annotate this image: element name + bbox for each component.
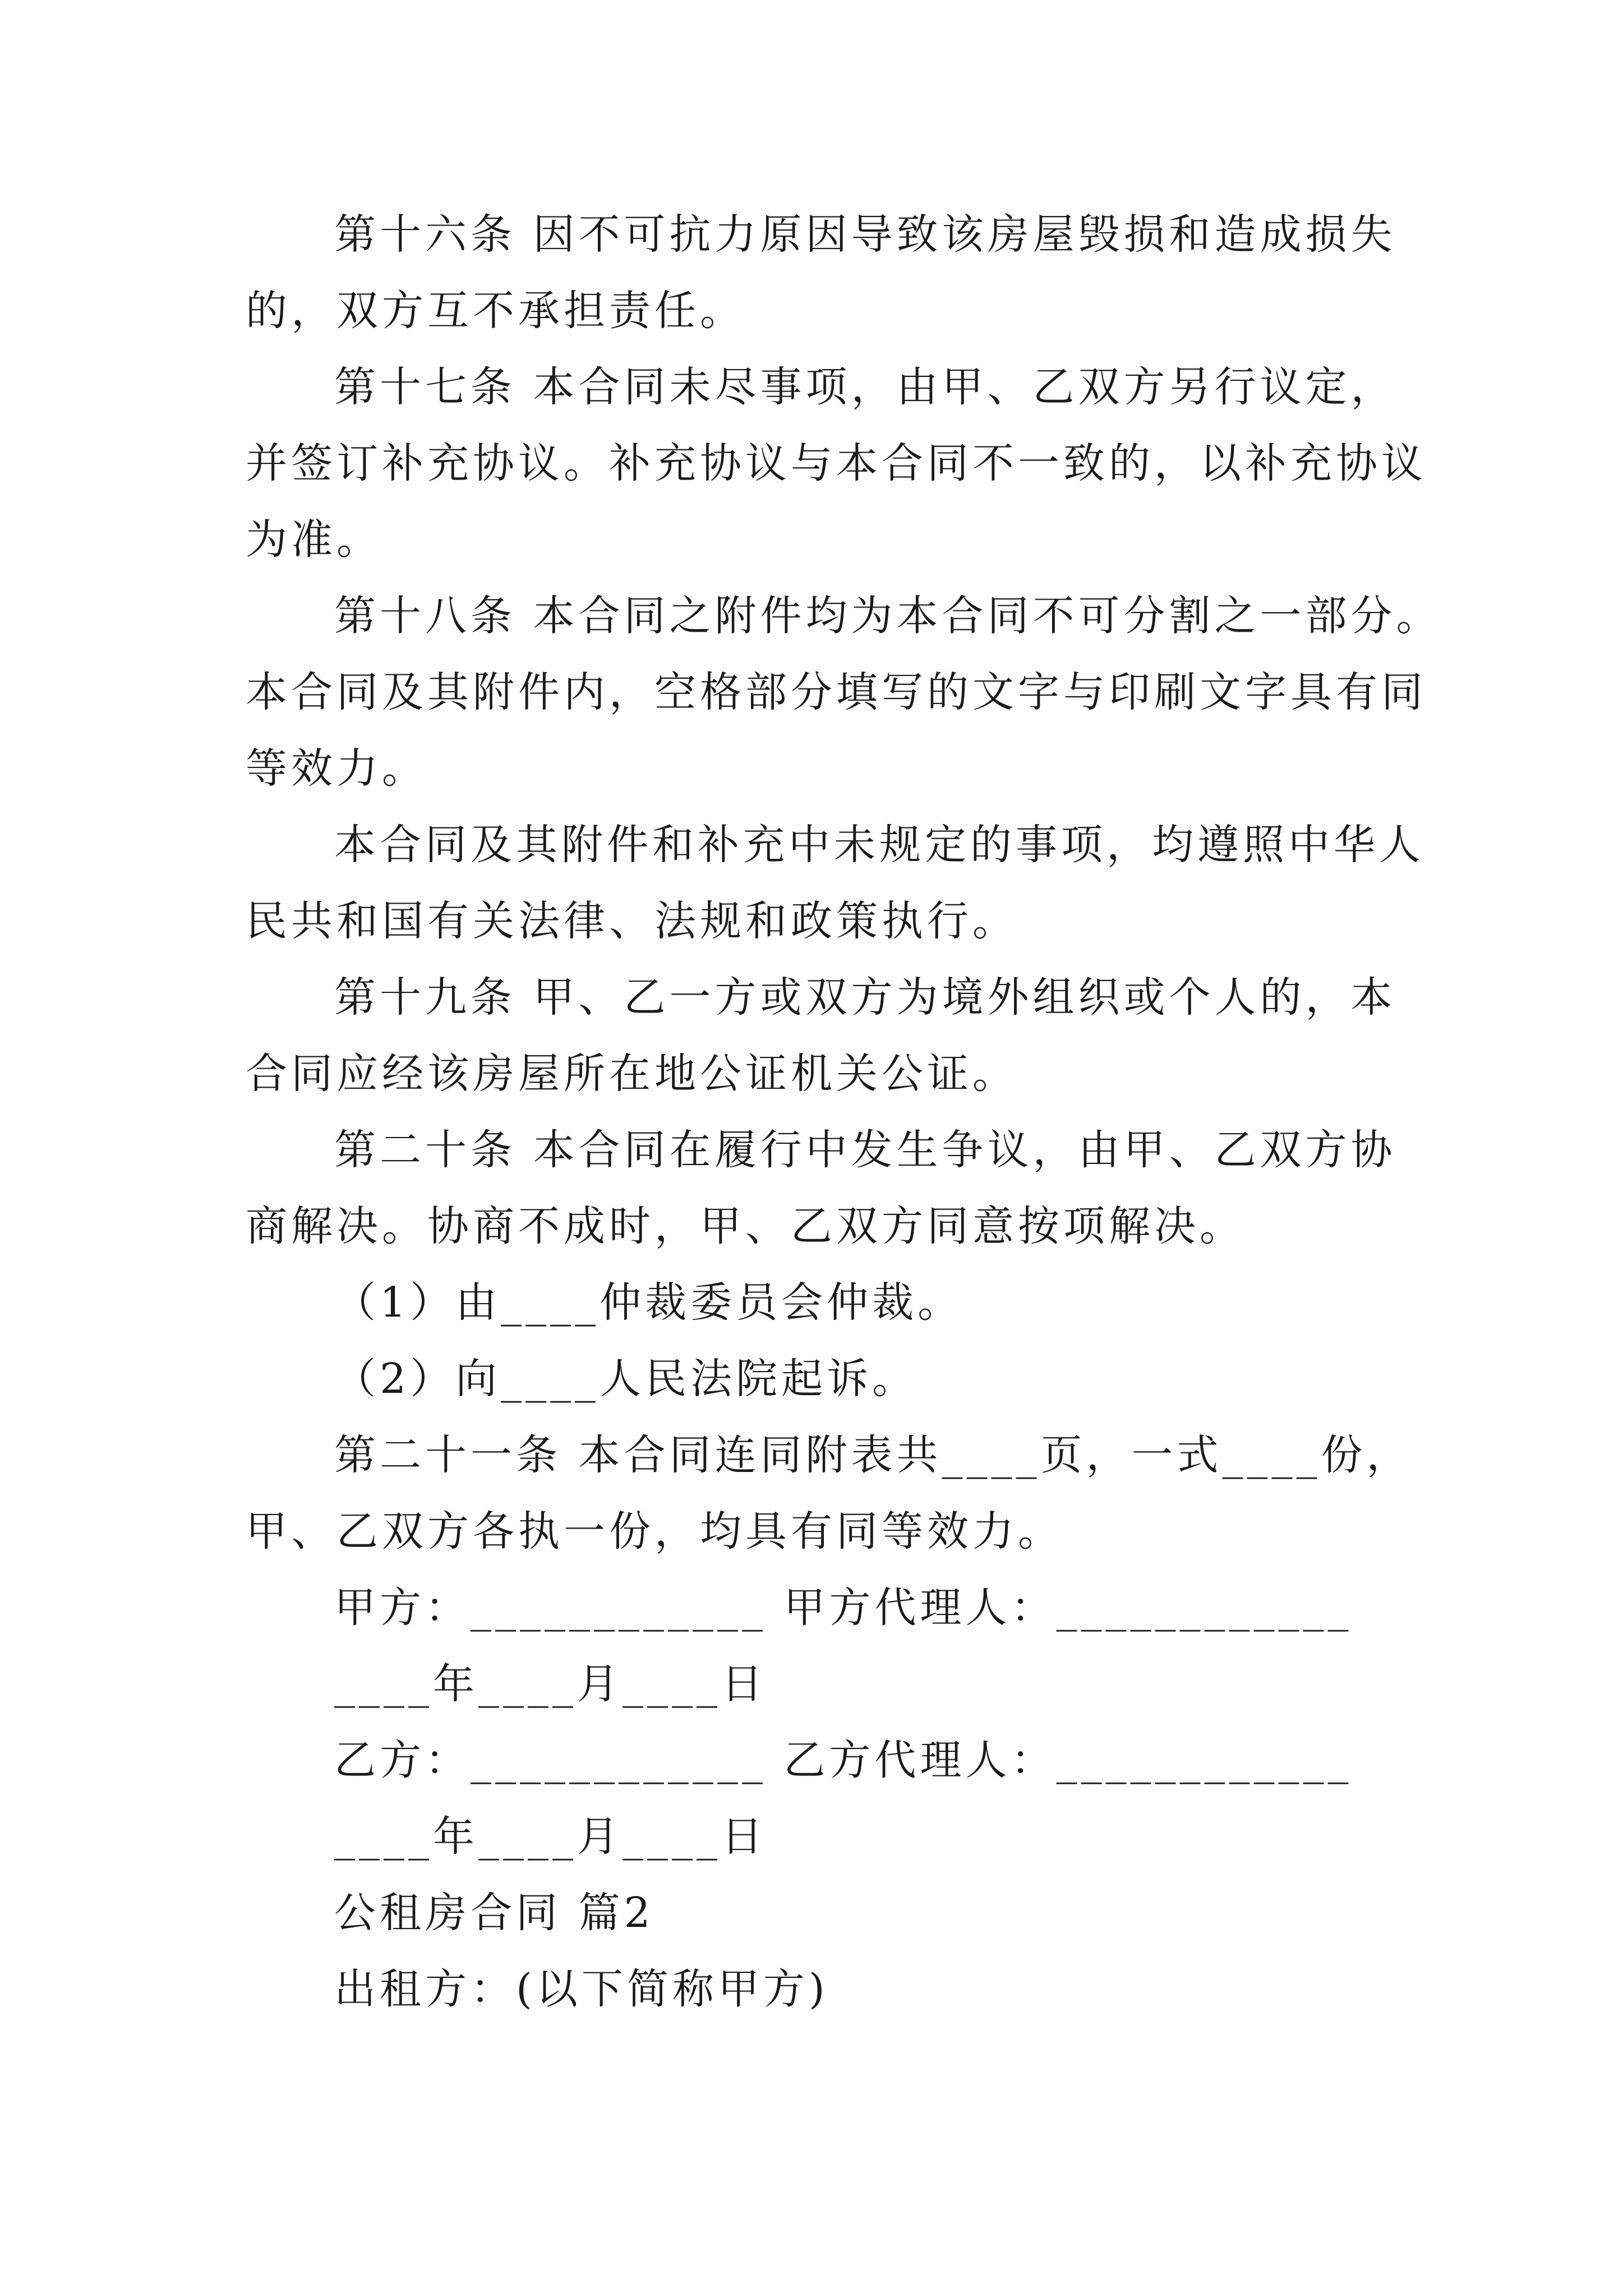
text-line: （1）由____仲裁委员会仲裁。 xyxy=(334,1278,963,1327)
party-a-date xyxy=(246,1646,1384,1722)
text-line: 第十七条 本合同未尽事项，由甲、乙双方另行议定， xyxy=(334,363,1396,411)
text-line: 等效力。 xyxy=(246,744,427,793)
text-line: 第二十一条 本合同连同附表共____页，一式____份， xyxy=(334,1431,1412,1479)
lessor-line xyxy=(246,1951,1384,2027)
article-18 xyxy=(246,578,1442,807)
party-b-signature xyxy=(246,1722,1384,1798)
text-line: 第十九条 甲、乙一方或双方为境外组织或个人的，本 xyxy=(334,973,1396,1022)
text-line: 本合同及其附件内，空格部分填写的文字与印刷文字具有同 xyxy=(246,668,1427,716)
text-line: 合同应经该房屋所在地公证机关公证。 xyxy=(246,1050,1018,1098)
article-17 xyxy=(246,349,1427,578)
section-title xyxy=(246,1875,1384,1951)
text-line: 本合同及其附件和补充中未规定的事项，均遵照中华人 xyxy=(334,821,1424,869)
text-line: 为准。 xyxy=(246,516,382,564)
text-line: 乙方：____________ 乙方代理人：____________ xyxy=(334,1736,1353,1784)
text-line: 民共和国有关法律、法规和政策执行。 xyxy=(246,897,1018,945)
text-line: 公租房合同 篇2 xyxy=(334,1889,654,1937)
supplementary-clause xyxy=(246,807,1424,959)
text-line: 的，双方互不承担责任。 xyxy=(246,287,745,335)
option-court xyxy=(246,1341,1384,1417)
article-16 xyxy=(246,196,1396,349)
text-line: 第十六条 因不可抗力原因导致该房屋毁损和造成损失 xyxy=(334,210,1396,259)
party-a-signature xyxy=(246,1570,1384,1646)
text-line: ____年____月____日 xyxy=(334,1660,767,1708)
text-line: 并签订补充协议。补充协议与本合同不一致的，以补充协议 xyxy=(246,439,1427,487)
text-line: 甲、乙双方各执一份，均具有同等效力。 xyxy=(246,1507,1063,1556)
document-body xyxy=(246,196,1442,2027)
article-19 xyxy=(246,959,1396,1112)
text-line: 商解决。协商不成时，甲、乙双方同意按项解决。 xyxy=(246,1202,1245,1250)
text-line: 出租方：(以下简称甲方) xyxy=(334,1965,829,2013)
text-line: （2）向____人民法院起诉。 xyxy=(334,1355,918,1403)
party-b-date xyxy=(246,1798,1384,1875)
option-arbitration xyxy=(246,1264,1384,1341)
text-line: ____年____月____日 xyxy=(334,1812,767,1861)
article-21 xyxy=(246,1417,1412,1570)
text-line: 第十八条 本合同之附件均为本合同不可分割之一部分。 xyxy=(334,592,1442,640)
text-line: 第二十条 本合同在履行中发生争议，由甲、乙双方协 xyxy=(334,1126,1396,1174)
text-line: 甲方：____________ 甲方代理人：____________ xyxy=(334,1584,1353,1632)
article-20 xyxy=(246,1112,1396,1264)
